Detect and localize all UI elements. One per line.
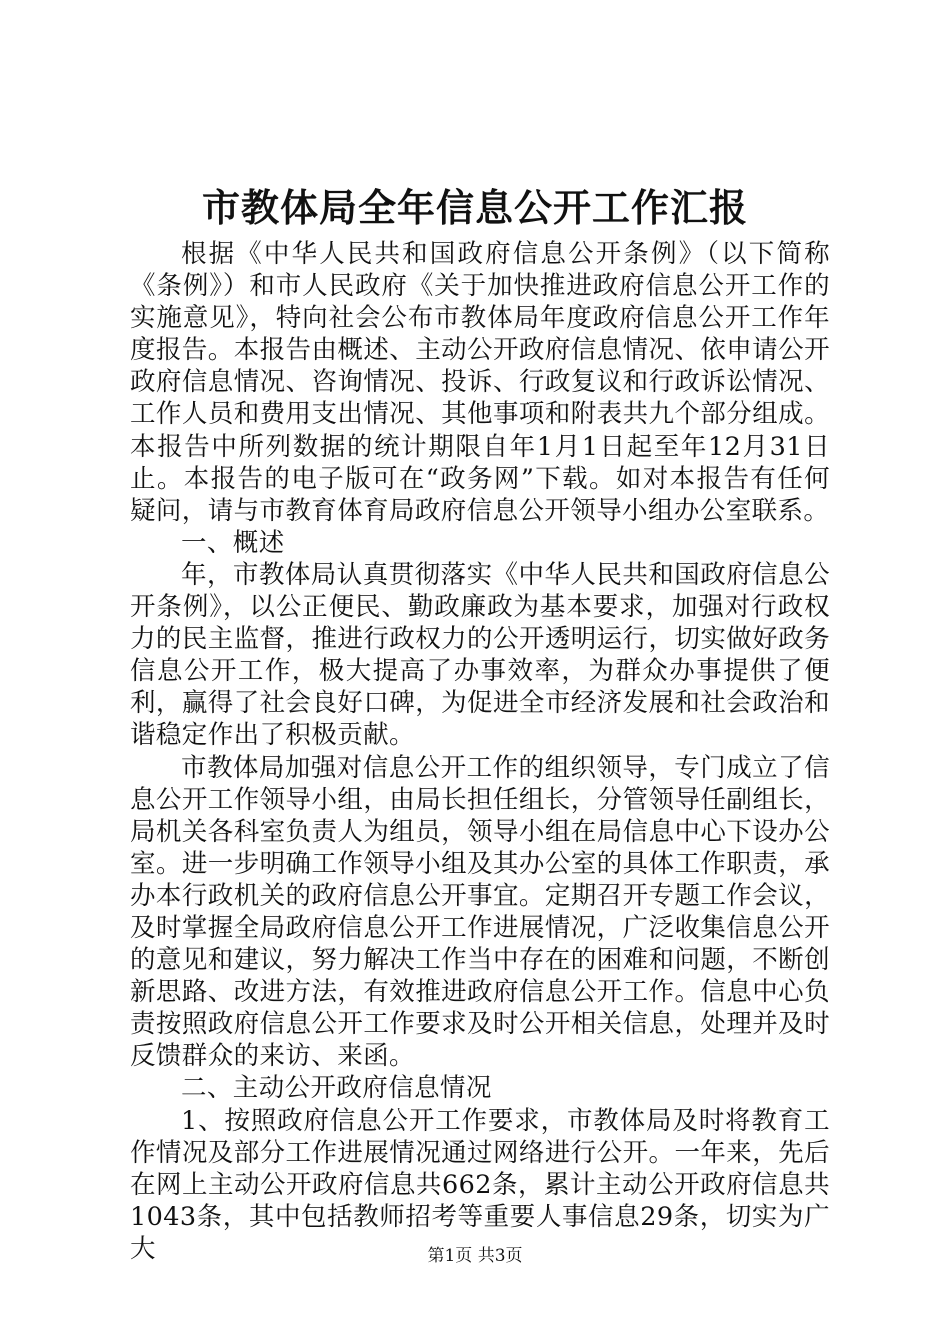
section-heading-active-disclosure: 二、主动公开政府信息情况 xyxy=(181,1073,492,1104)
active-disclosure-paragraph: 1、按照政府信息公开工作要求，市教体局及时将教育工作情况及部分工作进展情况通过网络进行公开。一年来，先后在网上主动公开政府信息共662条，累计主动公开政府信息共1043条，其中包括教师招考等重要人事信息29条，切实为广大 xyxy=(130,1105,830,1264)
document-title: 市教体局全年信息公开工作汇报 xyxy=(201,185,748,230)
document-body xyxy=(130,238,830,1265)
organization-paragraph: 市教体局加强对信息公开工作的组织领导，专门成立了信息公开工作领导小组，由局长担任组长，分管领导任副组长，局机关各科室负责人为组员，领导小组在局信息中心下设办公室。进一步明确工作领导小组及其办公室的具体工作职责，承办本行政机关的政府信息公开事宜。定期召开专题工作会议，及时掌握全局政府信息公开工作进展情况，广泛收集信息公开的意见和建议，努力解决工作当中存在的困难和问题，不断创新思路、改进方法，有效推进政府信息公开工作。信息中心负责按照政府信息公开工作要求及时公开相关信息，处理并及时反馈群众的来访、来函。 xyxy=(130,752,830,1072)
overview-paragraph: 年，市教体局认真贯彻落实《中华人民共和国政府信息公开条例》，以公正便民、勤政廉政为基本要求，加强对行政权力的民主监督，推进行政权力的公开透明运行，切实做好政务信息公开工作，极大提高了办事效率，为群众办事提供了便利，赢得了社会良好口碑，为促进全市经济发展和社会政治和谐稳定作出了积极贡献。 xyxy=(130,559,830,751)
section-heading-overview: 一、概述 xyxy=(181,527,285,558)
page-footer: 第1页 共3页 xyxy=(427,1246,523,1266)
intro-paragraph: 根据《中华人民共和国政府信息公开条例》（以下简称《条例》）和市人民政府《关于加快推进政府信息公开工作的实施意见》，特向社会公布市教体局年度政府信息公开工作年度报告。本报告由概述、主动公开政府信息情况、依申请公开政府信息情况、咨询情况、投诉、行政复议和行政诉讼情况、工作人员和费用支出情况、其他事项和附表共九个部分组成。本报告中所列数据的统计期限自年1月1日起至年12月31日止。本报告的电子版可在“政务网”下载。如对本报告有任何疑问，请与市教育体育局政府信息公开领导小组办公室联系。 xyxy=(130,239,830,526)
